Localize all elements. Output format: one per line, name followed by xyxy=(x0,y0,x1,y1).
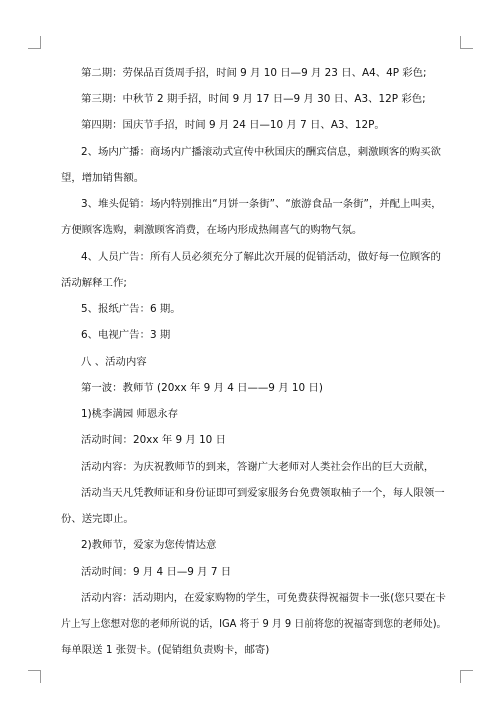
crop-mark-top-left xyxy=(28,36,41,49)
doc-line: 方便顾客选购，刺激顾客消费，在场内形成热闹喜气的购物气氛。 xyxy=(61,224,363,236)
crop-mark-bottom-right xyxy=(460,670,473,683)
doc-line: 6、电视广告：3 期 xyxy=(81,329,171,341)
doc-line: 2)教师节，爱家为您传情达意 xyxy=(81,539,217,551)
doc-line: 活动内容：活动期内，在爱家购物的学生，可免费获得祝福贺卡一张(您只要在卡 xyxy=(81,592,446,604)
doc-line: 1)桃李满园 师恩永存 xyxy=(81,408,179,420)
doc-line: 2、场内广播：商场内广播滚动式宣传中秋国庆的酬宾信息，刺激顾客的购买欲 xyxy=(81,146,441,158)
crop-mark-top-right xyxy=(460,36,473,49)
doc-line: 活动时间：20xx 年 9 月 10 日 xyxy=(81,434,226,446)
doc-line: 望，增加销售额。 xyxy=(61,172,145,184)
crop-mark-bottom-left xyxy=(28,670,41,683)
doc-line: 4、人员广告：所有人员必须充分了解此次开展的促销活动，做好每一位顾客的 xyxy=(81,251,441,263)
doc-line: 份、送完即止。 xyxy=(61,513,134,525)
doc-line: 5、报纸广告：6 期。 xyxy=(81,303,181,315)
doc-line: 活动当天凡凭教师证和身份证即可到爱家服务台免费领取柚子一个，每人限领一 xyxy=(81,487,445,499)
doc-line: 第二期：劳保品百货周手招，时间 9 月 10 日—9 月 23 日、A4、4P 彩色; xyxy=(81,67,427,79)
doc-line: 活动时间：9 月 4 日—9 月 7 日 xyxy=(81,566,232,578)
doc-line: 活动解释工作; xyxy=(61,277,127,289)
doc-line: 第四期：国庆节手招，时间 9 月 24 日—10 月 7 日、A3、12P。 xyxy=(81,119,385,131)
doc-line: 第三期：中秋节 2 期手招，时间 9 月 17 日—9 月 30 日、A3、12P 彩色; xyxy=(81,93,426,105)
doc-line: 第一波：教师节 (20xx 年 9 月 4 日——9 月 10 日) xyxy=(81,382,323,394)
doc-line: 八 、活动内容 xyxy=(81,356,147,368)
doc-line: 3、堆头促销：场内特别推出“月饼一条街”、“旅游食品一条街”，并配上叫卖， xyxy=(81,198,442,210)
doc-line: 活动内容：为庆祝教师节的到来，答谢广大老师对人类社会作出的巨大贡献， xyxy=(81,461,435,473)
doc-line: 每单限送 1 张贺卡。(促销组负责购卡，邮寄) xyxy=(61,644,270,656)
doc-line: 片上写上您想对您的老师所说的话，IGA 将于 9 月 9 日前将您的祝福寄到您的老师处)。 xyxy=(61,618,447,630)
